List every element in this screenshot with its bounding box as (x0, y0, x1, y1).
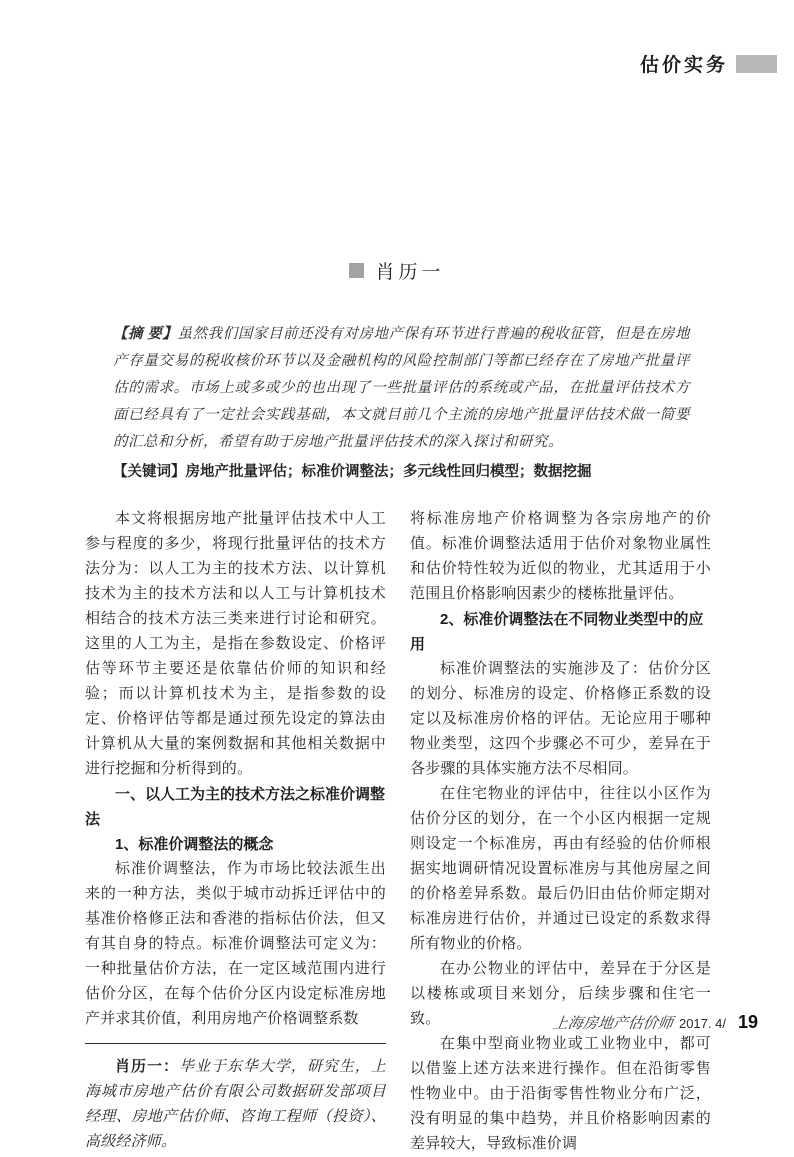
paragraph-intro: 本文将根据房地产批量评估技术中人工参与程度的多少，将现行批量评估的技术方法分为：以人工为主的技术方法、以计算机技术为主的技术方法和以人工与计算机技术相结合的技术方法三类来进行讨论和研究。这里的人工为主，是指在参数设定、价格评估等环节主要还是依靠估价师的知识和经验；而以计算机技术为主，是指参数的设定、价格评估等都是通过预先设定的算法由计算机从大量的案例数据和其他相关数据中进行挖掘和分析得到的。 (85, 511, 386, 777)
page-number: 19 (737, 1012, 758, 1032)
author-bio (85, 1054, 386, 1155)
keywords-label: 【关键词】 (113, 464, 186, 480)
paragraph-commercial: 在集中型商业物业或工业物业中，都可以借鉴上述方法来进行操作。但在沿街零售性物业中。由于沿街零售性物业分布广泛，没有明显的集中趋势，并且价格影响因素的差异较大，导致标准价调 (410, 1036, 711, 1152)
abstract-block (113, 321, 690, 484)
keywords-text: 房地产批量评估；标准价调整法；多元线性回归模型；数据挖掘 (185, 464, 592, 480)
running-head (640, 50, 777, 77)
paragraph-office: 在办公物业的评估中，差异在于分区是以楼栋或项目来划分，后续步骤和住宅一致。 (410, 961, 711, 1027)
abstract (113, 321, 690, 456)
keywords (113, 460, 690, 484)
article-body (85, 507, 711, 1157)
issue-date: 2017. 4/ (678, 1016, 726, 1031)
left-column (85, 507, 386, 1157)
section-header-bar (736, 55, 777, 73)
paragraph-residential: 在住宅物业的评估中，往往以小区作为估价分区的划分，在一个小区内根据一定规则设定一个标准房，再由有经验的估价师根据实地调研情况设置标准房与其他房屋之间的价格差异系数。最后仍旧由估价师定期对标准房进行估价，并通过已设定的系数求得所有物业的价格。 (410, 786, 711, 952)
author-line (0, 257, 794, 284)
heading-section-1: 一、以人工为主的技术方法之标准价调整法 (85, 786, 386, 828)
right-column (410, 507, 711, 1157)
page-footer (553, 1012, 758, 1033)
bio-text: 毕业于东华大学，研究生，上海城市房地产估价有限公司数据研发部项目经理、房地产估价师、咨询工程师（投资）、高级经济师。 (85, 1059, 386, 1150)
paragraph-continuation: 将标准房地产价格调整为各宗房地产的价值。标准价调整法适用于估价对象物业属性和估价特性较为近似的物业，尤其适用于小范围且价格影响因素少的楼栋批量评估。 (410, 511, 711, 602)
paragraph-concept: 标准价调整法，作为市场比较法派生出来的一种方法，类似于城市动拆迁评估中的基准价格修正法和香港的指标估价法，但又有其自身的特点。标准价调整法可定义为：一种批量估价方法，在一定区域范围内进行估价分区，在每个估价分区内设定标准房地产并求其价值，利用房地产价格调整系数 (85, 861, 386, 1027)
heading-subsection-1: 1、标准价调整法的概念 (115, 836, 274, 853)
author-name: 肖历一 (375, 262, 445, 283)
bio-author-name: 肖历一： (115, 1058, 179, 1075)
abstract-text: 虽然我们国家目前还没有对房地产保有环节进行普遍的税收征管，但是在房地产存量交易的税收核价环节以及金融机构的风险控制部门等都已经存在了房地产批量评估的需求。市场上或多或少的也出现了一些批量评估的系统或产品，在批量评估技术方面已经具有了一定社会实践基础，本文就目前几个主流的房地产批量评估技术做一简要的汇总和分析，希望有助于房地产批量评估技术的深入探讨和研究。 (113, 326, 691, 450)
bio-divider (85, 1043, 386, 1044)
author-marker-square (349, 263, 364, 278)
heading-subsection-2: 2、标准价调整法在不同物业类型中的应用 (410, 611, 704, 653)
abstract-label: 【摘 要】 (113, 326, 178, 342)
journal-logo: 上海房地产估价师 (551, 1014, 675, 1032)
section-title: 估价实务 (639, 55, 728, 76)
paragraph-steps: 标准价调整法的实施涉及了：估价分区的划分、标准房的设定、价格修正系数的设定以及标准房价格的评估。无论应用于哪种物业类型，这四个步骤必不可少，差异在于各步骤的具体实施方法不尽相同。 (410, 661, 711, 777)
